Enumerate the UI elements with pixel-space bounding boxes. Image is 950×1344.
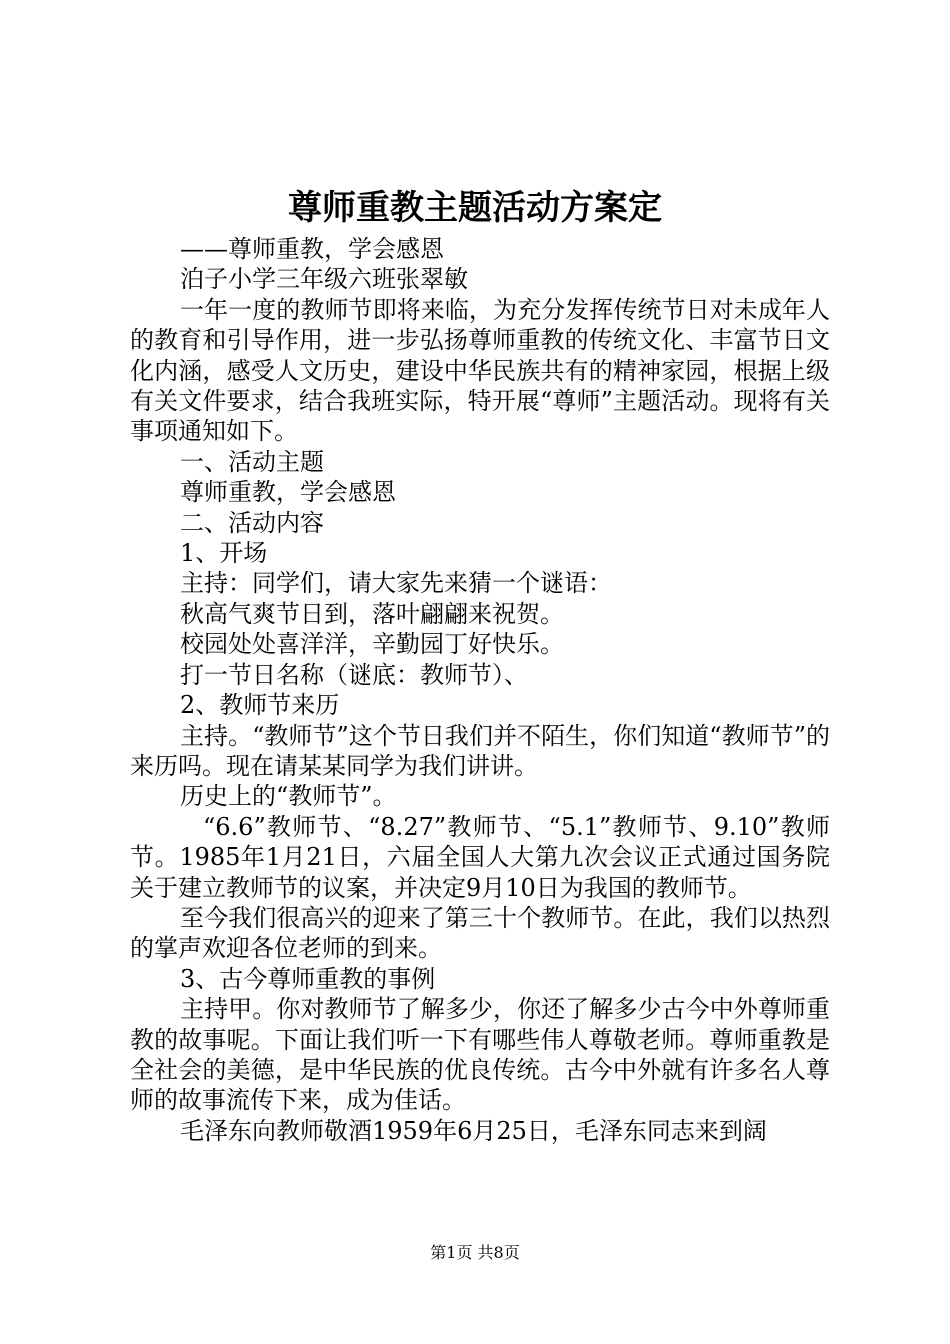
paragraph: 泊子小学三年级六班张翠敏 xyxy=(180,265,468,294)
paragraph: 尊师重教，学会感恩 xyxy=(180,478,396,507)
document-body xyxy=(130,234,830,1146)
paragraph: 3、古今尊师重教的事例 xyxy=(180,964,436,993)
document-title: 尊师重教主题活动方案定 xyxy=(288,188,662,228)
page-number-footer: 第1页 共8页 xyxy=(430,1243,520,1262)
paragraph: “6.6”教师节、“8.27”教师节、“5.1”教师节、9.10”教师节。1985年1月21日，六届全国人大第九次会议正式通过国务院关于建立教师节的议案，并决定9月10日为我国的教师节。 xyxy=(130,812,830,902)
paragraph: 历史上的“教师节”。 xyxy=(180,782,397,811)
paragraph: 秋高气爽节日到，落叶翩翩来祝贺。 xyxy=(180,599,564,628)
paragraph: 打一节日名称（谜底：教师节）、 xyxy=(180,660,528,689)
paragraph: 毛泽东向教师敬酒1959年6月25日，毛泽东同志来到阔 xyxy=(180,1116,767,1145)
paragraph: 二、活动内容 xyxy=(180,508,324,537)
paragraph: 一年一度的教师节即将来临，为充分发挥传统节日对未成年人的教育和引导作用，进一步弘扬尊师重教的传统文化、丰富节日文化内涵，感受人文历史，建设中华民族共有的精神家园，根据上级有关文件要求，结合我班实际，特开展“尊师”主题活动。现将有关事项通知如下。 xyxy=(130,295,830,446)
paragraph: ——尊师重教，学会感恩 xyxy=(180,235,444,263)
paragraph: 主持甲。你对教师节了解多少，你还了解多少古今中外尊师重教的故事呢。下面让我们听一下有哪些伟人尊敬老师。尊师重教是全社会的美德，是中华民族的优良传统。古今中外就有许多名人尊师的故事流传下来，成为佳话。 xyxy=(130,995,830,1115)
paragraph: 2、教师节来历 xyxy=(180,691,340,720)
paragraph: 一、活动主题 xyxy=(180,447,324,476)
paragraph: 至今我们很高兴的迎来了第三十个教师节。在此，我们以热烈的掌声欢迎各位老师的到来。 xyxy=(130,903,830,963)
paragraph: 主持：同学们，请大家先来猜一个谜语： xyxy=(180,569,612,598)
paragraph: 1、开场 xyxy=(180,539,268,568)
paragraph: 校园处处喜洋洋，辛勤园丁好快乐。 xyxy=(180,630,564,659)
paragraph: 主持。“教师节”这个节日我们并不陌生，你们知道“教师节”的来历吗。现在请某某同学为我们讲讲。 xyxy=(130,721,830,780)
